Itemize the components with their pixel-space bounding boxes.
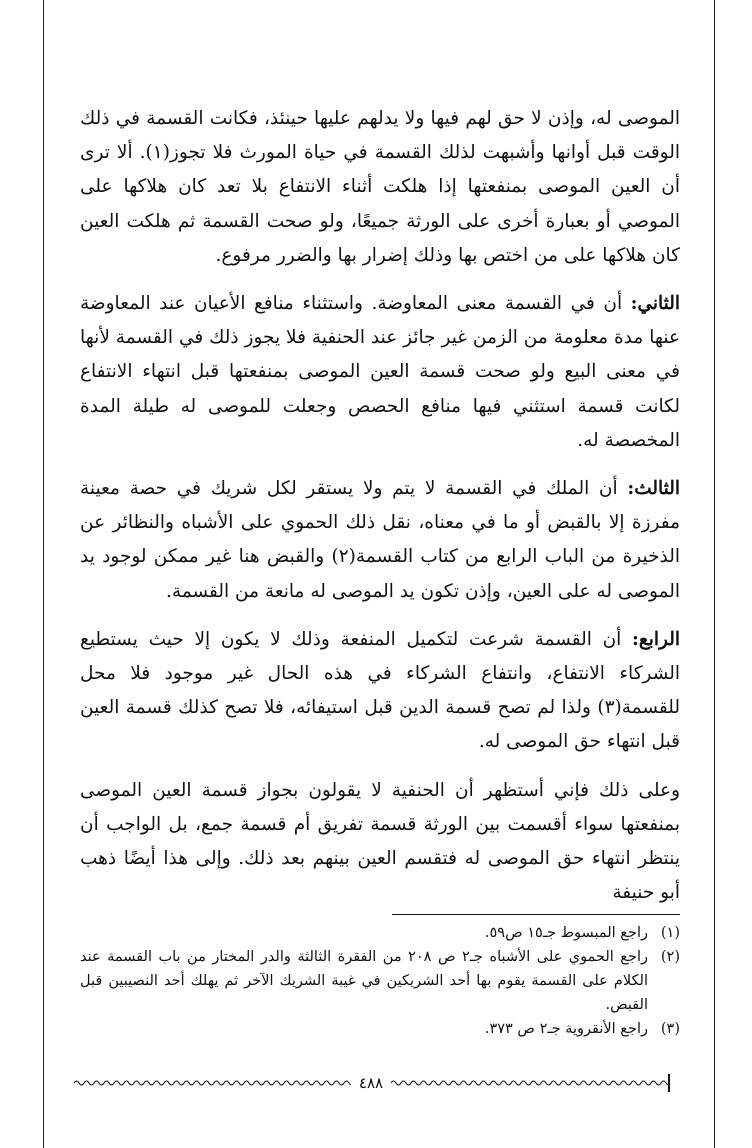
- footnote-number: (٣): [660, 1021, 680, 1038]
- paragraph-text: أن القسمة شرعت لتكميل المنفعة وذلك لا يكون إلا حيث يستطيع الشركاء الانتفاع، وانتفاع الشركاء في هذه الحال غير موجود فلا محل للقسمة(٣) ولذا لم تصح قسمة الدين قبل استيفائه، فلا تصح كذلك قسمة العين قبل انتهاء حق الموصى له.: [80, 628, 680, 753]
- paragraph-2: [80, 287, 680, 458]
- page-number: ٤٨٨: [358, 1074, 384, 1092]
- wave-ornament-right: [391, 1078, 668, 1088]
- footnote-number: (١): [660, 925, 680, 942]
- footnote-2: [80, 945, 680, 1017]
- paragraph-text: وعلى ذلك فإني أستظهر أن الحنفية لا يقولون بجواز قسمة العين الموصى بمنفعتها سواء أقسمت بين الورثة قسمة تفريق أم قسمة جمع، بل الواجب أن ينتظر انتهاء حق الموصى له فتقسم العين بينهم بعد ذلك. وإلى هذا أيضًا ذهب أبو حنيفة: [80, 779, 680, 904]
- left-margin-line: [43, 0, 44, 1148]
- footnote-text: راجع المبسوط جـ١٥ ص٥٩.: [484, 925, 648, 942]
- paragraph-lead: الثالث:: [627, 478, 680, 500]
- right-margin-line: [714, 0, 715, 1148]
- paragraph-1: [80, 102, 680, 273]
- paragraph-text: الموصى له، وإذن لا حق لهم فيها ولا يدلهم عليها حينئذ، فكانت القسمة في ذلك الوقت قبل أوانها وأشبهت لذلك القسمة في حياة المورث فلا تجوز(١). ألا ترى أن العين الموصى بمنفعتها إذا هلكت أثناء الانتفاع بلا تعد كان هلاكها على الموصي أو بعبارة أخرى على الورثة جميعًا، ولو صحت القسمة ثم هلكت العين كان هلاكها على من اختص بها وذلك إضرار بها والضرر مرفوع.: [80, 108, 681, 266]
- paragraph-text: أن الملك في القسمة لا يتم ولا يستقر لكل شريك في حصة معينة مفرزة إلا بالقبض أو ما في معناه، نقل ذلك الحموي على الأشباه والنظائر عن الذخيرة من الباب الرابع من كتاب القسمة(٢) والقبض هنا غير ممكن لوجود يد الموصى له على العين، وإذن تكون يد الموصى له مانعة من القسمة.: [80, 478, 681, 602]
- footnotes: [80, 921, 680, 1041]
- footnote-3: [80, 1017, 680, 1041]
- footnote-text: راجع الأنقروية جـ٢ ص ٣٧٣.: [484, 1021, 648, 1038]
- paragraph-lead: الرابع:: [632, 628, 680, 650]
- footnote-separator: [392, 914, 680, 915]
- paragraph-5: [80, 774, 680, 911]
- footnote-1: [80, 921, 680, 945]
- paragraph-4: [80, 623, 680, 760]
- footnote-number: (٢): [660, 949, 680, 966]
- paragraph-text: أن في القسمة معنى المعاوضة. واستثناء منافع الأعيان عند المعاوضة عنها مدة معلومة من الزمن غير جائز عند الحنفية فلا يجوز ذلك في القسمة لأنها في معنى البيع ولو صحت قسمة العين الموصى بمنفعتها قبل انتهاء الانتفاع لكانت قسمة استثني فيها منافع الحصص وجعلت للموصى له طيلة المدة المخصصة له.: [80, 293, 680, 451]
- paragraph-lead: الثاني:: [630, 293, 680, 315]
- wave-ornament-left: [74, 1078, 351, 1088]
- paragraph-3: [80, 472, 680, 609]
- page-number-row: [74, 1072, 670, 1094]
- page-body: [80, 102, 680, 1041]
- footnote-text: راجع الحموي على الأشباه جـ٢ ص ٢٠٨ من الفقرة الثالثة والدر المختار من باب القسمة عند الكلام على القسمة يقوم بها أحد الشريكين في غيبة الشريك الآخر ثم يهلك أحد النصيبين قبل القبض.: [80, 949, 649, 1014]
- ornament-end-bar: [668, 1074, 670, 1092]
